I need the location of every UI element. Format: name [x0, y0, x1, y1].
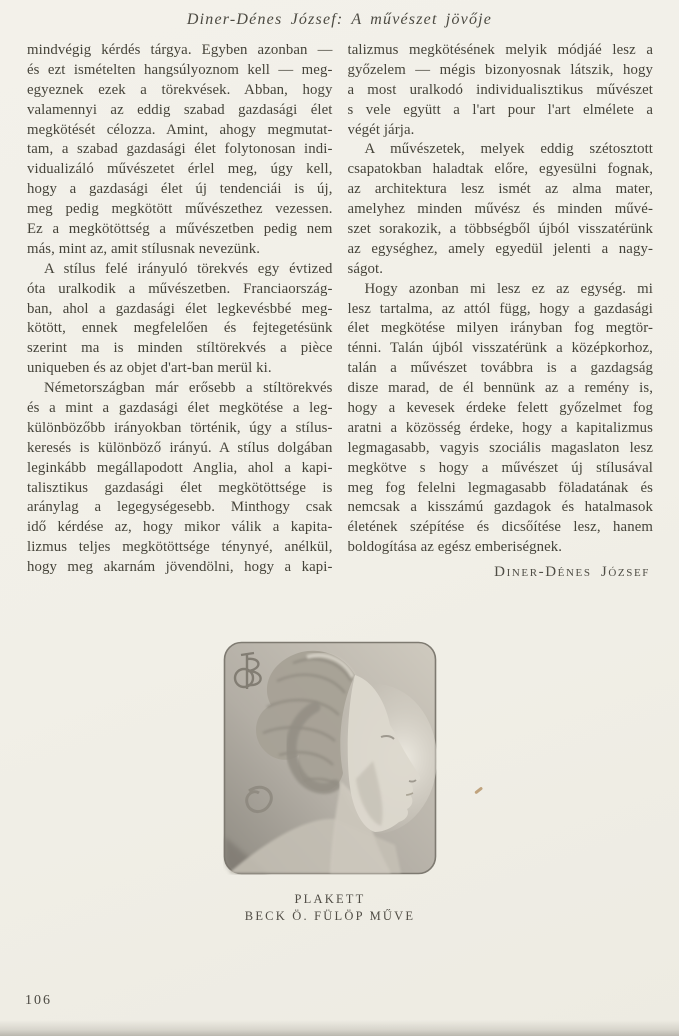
- right-column-lines: [348, 41, 654, 558]
- text-line: különbözőbb irányokban történik, úgy a stílus-: [27, 419, 333, 436]
- text-line: idő kérdése az, hogy mikor válik a kapita-: [27, 519, 333, 536]
- text-line: és a mint a gazdasági élet megkötése a leg-: [27, 400, 333, 417]
- text-line: szet sorakozik, a többségből újból visszatérünk: [347, 221, 653, 238]
- running-header: Diner-Dénes József: A művészet jövője: [186, 11, 493, 28]
- text-line: győzelem — mégis bizonyosnak látszik, hogy: [347, 61, 653, 78]
- text-line: Hogy azonban mi lesz ez az egység. mi: [364, 280, 653, 297]
- text-line: hogy a kevesek érdeke felett győzelmet fog: [347, 400, 653, 417]
- text-line: aratni a közösség érdeke, hogy a kapitalizmus: [347, 419, 653, 436]
- caption-title: PLAKETT: [294, 892, 366, 906]
- left-column: [27, 41, 333, 583]
- text-line: szerint ma is minden stíltörekvés a pièce: [27, 340, 333, 357]
- text-line: hogy a gazdasági élet új tendenciái is új,: [27, 181, 333, 198]
- text-line: talán a művészet továbbra is a gazdagság: [347, 360, 653, 377]
- text-line: ságot.: [347, 260, 384, 277]
- text-line: s vele együtt a l'art pour l'art elmélete a: [347, 101, 653, 118]
- text-line: csapatokban haladtak előre, egyesülni fognak,: [347, 161, 653, 178]
- text-line: meg fog felelni legmagasabb föladatának és: [347, 479, 653, 496]
- text-line: Németországban már erősebb a stíltörekvés: [44, 380, 333, 397]
- text-line: ténni. Talán újból visszatérünk a középkorhoz,: [347, 340, 653, 357]
- text-line: nemcsak a kisszámú gazdagok és hatalmasok: [347, 499, 653, 516]
- text-line: ban, ahol a gazdasági élet legkevésbbé meg-: [27, 300, 333, 317]
- text-line: boldogítása az egész emberiségnek.: [347, 539, 563, 556]
- text-line: meg pedig megkötött művészethez vezessen.: [27, 201, 333, 218]
- page-bottom-edge: [0, 1020, 679, 1036]
- text-line: legmagasabb, vagyis szociális magaslaton lesz: [347, 439, 653, 456]
- text-line: megkötését célozza. Amint, ahogy megmutat-: [27, 121, 333, 138]
- text-line: talisztikus gazdasági élet megkötöttsége is: [27, 479, 333, 496]
- text-line: életének szépítése és dicsőítése lesz, hanem: [347, 519, 653, 536]
- text-line: a most uralkodó individualisztikus művészet: [347, 81, 653, 98]
- page-number: 106: [25, 993, 52, 1008]
- text-line: lizmus teljes megkötöttsége ténynyé, anélkül,: [27, 539, 333, 556]
- figure-plaquette: [0, 641, 660, 925]
- text-line: az architektura lesz ismét az alma mater,: [347, 181, 653, 198]
- text-line: kötött, ennek megfelelően és fejtegetésünk: [27, 320, 333, 337]
- text-line: hogy meg akarnám jövendölni, hogy a kapi-: [27, 559, 333, 576]
- right-column: [348, 41, 654, 583]
- text-line: amelyhez minden művész és minden művé-: [347, 201, 653, 218]
- text-line: más, mint az, amit stílusnak nevezünk.: [27, 240, 261, 257]
- text-line: lesz tartalma, az attól függ, hogy a gazdasági: [347, 300, 653, 317]
- text-line: leginkább megállapodott Anglia, ahol a kapi-: [27, 459, 333, 476]
- text-line: Ez a megkötöttség a művészetben pedig nem: [27, 221, 333, 238]
- text-line: egyeznek ezek a törekvések. Abban, hogy: [27, 81, 333, 98]
- text-line: disze marad, de él bennünk az a remény is,: [347, 380, 653, 397]
- plaquette-relief-image: [223, 641, 437, 875]
- text-line: A művészetek, melyek eddig szétosztott: [364, 141, 653, 158]
- plaquette-photo: [223, 641, 437, 875]
- text-line: talizmus megkötésének melyik módjáé lesz a: [347, 42, 653, 58]
- figure-caption: [0, 891, 660, 925]
- text-line: óta uralkodik a művészetben. Franciaország-: [27, 280, 333, 297]
- text-line: mindvégig kérdés tárgya. Egyben azonban —: [27, 42, 333, 58]
- author-signature: Diner-Dénes József: [494, 564, 650, 581]
- text-line: aránylag a legegységesebb. Minthogy csak: [27, 499, 333, 516]
- text-line: élet megkötése milyen irányban fog megtör-: [347, 320, 653, 337]
- text-line: valamennyi az eddig szabad gazdasági élet: [27, 101, 333, 118]
- text-line: végét járja.: [347, 121, 415, 138]
- text-line: az egységhez, amely egyedül jelenti a nagy-: [347, 240, 653, 257]
- text-line: tam, a szabad gazdasági élet folytonosan indi-: [27, 141, 333, 158]
- text-line: keresés is különböző irányú. A stílus dolgában: [27, 439, 333, 456]
- text-line: megkötve s hogy a művészet új stílusával: [347, 459, 653, 476]
- text-line: és ezt ismételten hangsúlyoznom kell — meg-: [27, 61, 333, 78]
- article-body: [27, 41, 653, 583]
- text-line: A stílus felé irányuló törekvés egy évtized: [44, 260, 333, 277]
- text-line: uniqueben és az objet d'art-ban merül ki.: [27, 360, 272, 377]
- text-line: vidualizáló művészetet érlel meg, úgy kell,: [27, 161, 333, 178]
- caption-artist: BECK Ö. FÜLÖP MŰVE: [244, 909, 416, 923]
